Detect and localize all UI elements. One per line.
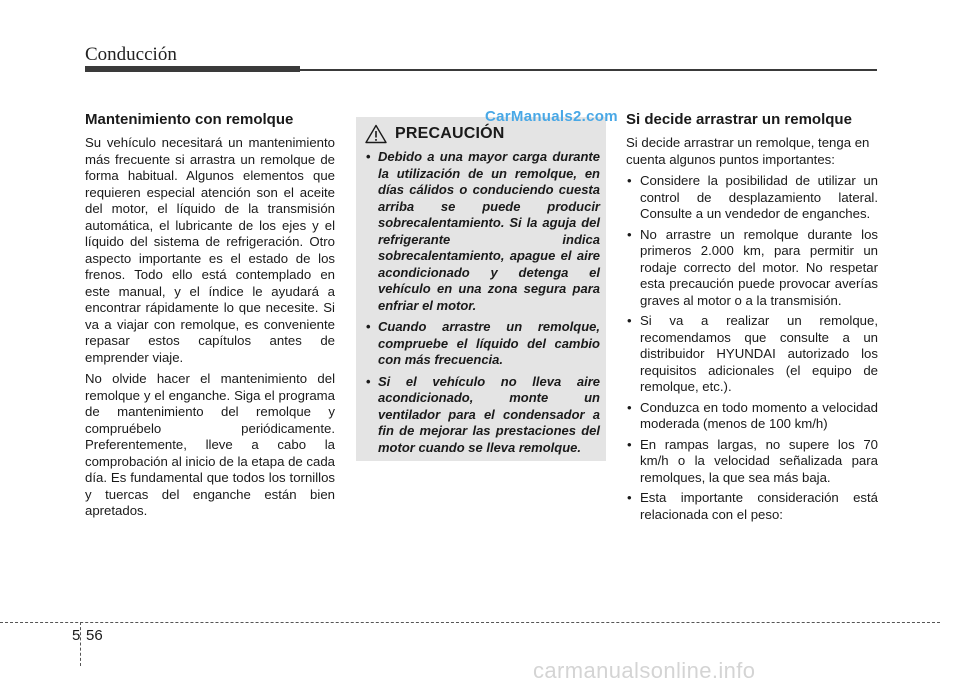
towing-list xyxy=(626,173,878,523)
header-rule-thin xyxy=(300,69,877,71)
left-column xyxy=(85,111,335,525)
caution-item: • Si el vehículo no lleva aire acondicionado, monte un ventilador para el condensador a fin de mejorar las prestaciones del motor cuando se lleva remolque. xyxy=(364,374,600,457)
footer-divider xyxy=(0,622,940,623)
right-column xyxy=(626,111,878,527)
list-item: • En rampas largas, no supere los 70 km/h o la velocidad señalizada para remolques, la que sea más baja. xyxy=(626,437,878,487)
caution-item: • Debido a una mayor carga durante la utilización de un remolque, en días cálidos o conduciendo cuesta arriba se puede producir sobrecalentamiento. Si la aguja del refrigerante indica sobrecalentamiento, apague el aire acondicionado y detenga el vehículo en una zona segura para enfriar el motor. xyxy=(364,149,600,314)
caution-list xyxy=(364,149,600,456)
body-paragraph: No olvide hacer el mantenimiento del remolque y el enganche. Siga el programa de mantenimiento del remolque y compruébelo periódicamente. Preferentemente, lleve a cabo la comprobación al inicio de la etapa de cada día. Es fundamental que todos los tornillos y tuercas del enganche están bien apretados. xyxy=(85,371,335,518)
towing-heading: Si decide arrastrar un remolque xyxy=(626,111,852,128)
page-number: 56 xyxy=(86,627,103,644)
list-item: • Conduzca en todo momento a velocidad moderada (menos de 100 km/h) xyxy=(626,400,878,433)
page-section-title: Conducción xyxy=(85,44,177,65)
header-rule-thick xyxy=(85,66,300,72)
list-item: • No arrastre un remolque durante los primeros 2.000 km, para permitir un rodaje correcto del motor. No respetar esta precaución puede provocar averías graves al motor o a la transmisión. xyxy=(626,227,878,310)
caution-item: • Cuando arrastre un remolque, compruebe el líquido del cambio con más frecuencia. xyxy=(364,319,600,369)
list-item: • Si va a realizar un remolque, recomendamos que consulte a un distribuidor HYUNDAI autorizado los requisitos adicionales (el equipo de remolque, etc.). xyxy=(626,313,878,396)
body-paragraph: Su vehículo necesitará un mantenimiento más frecuente si arrastra un remolque de forma habitual. Algunos elementos que requieren especial atención son el aceite del motor, el líquido de la transmisión automática, el lubricante de los ejes y el líquido del sistema de refrigeración. Otro aspecto importante es el estado de los frenos. Todo ello está contemplado en este manual, y el índice le ayudará a encontrar rápidamente lo que necesite. Si va a viajar con remolque, es conveniente repasar estos capítulos antes de emprender viaje. xyxy=(85,135,335,365)
towing-intro: Si decide arrastrar un remolque, tenga en cuenta algunos puntos importantes: xyxy=(626,135,870,167)
warning-triangle-icon xyxy=(365,124,387,144)
caution-box xyxy=(356,117,606,461)
list-item: • Considere la posibilidad de utilizar un control de desplazamiento lateral. Consulte a un vendedor de enganches. xyxy=(626,173,878,223)
site-watermark[interactable]: CarManuals2.com xyxy=(485,108,618,125)
footer-watermark: carmanualsonline.info xyxy=(533,658,756,683)
page-section-number: 5 xyxy=(72,627,81,644)
trailer-maintenance-heading: Mantenimiento con remolque xyxy=(85,111,294,128)
caution-title: PRECAUCIÓN xyxy=(395,125,505,142)
list-item: • Esta importante consideración está relacionada con el peso: xyxy=(626,490,878,523)
